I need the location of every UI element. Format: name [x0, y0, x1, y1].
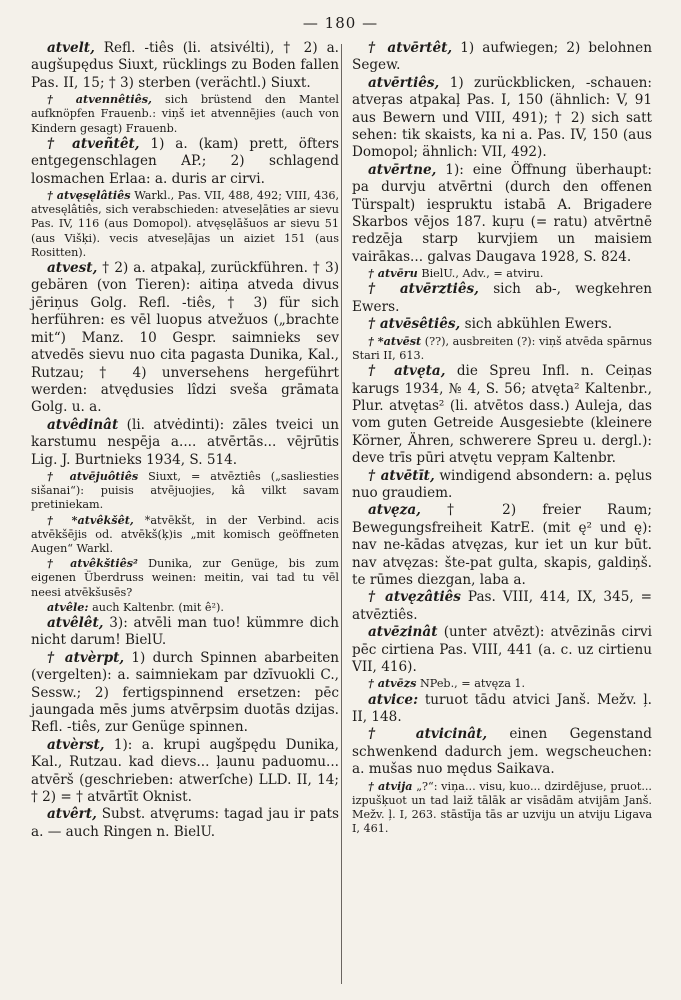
entry-text: Dunika, zur Genüge, bis zum eigenen Überdruss weinen: meitin, vai tad tu vēl neesi atvēkšusēs? — [31, 557, 339, 599]
dictionary-entry — [31, 136, 339, 188]
entry-text: „?“: viņa... visu, kuo... dzirdējuse, pruot... izpušķuot un tad laiž tālāk ar visādām atvijām Janš. Mežv. ļ. I, 263. stāstīja tās ar uzviju un atviju Ligava I, 461. — [352, 779, 652, 836]
entry-text: Siuxt, = atvēztiês („sasliesties sišanai“): puisis atvējuojies, kâ vilkt savam pretiniekam. — [31, 469, 339, 512]
entry-headword: atvęza, — [368, 502, 421, 519]
dictionary-entry — [352, 316, 652, 333]
entry-headword: † atvija — [368, 778, 413, 793]
entry-headword: † atvęzâtiês — [368, 589, 461, 606]
dictionary-entry — [352, 726, 652, 778]
dictionary-entry — [31, 92, 339, 136]
entry-headword: atvice: — [368, 691, 419, 708]
column-divider — [341, 44, 342, 984]
entry-headword: † atvērztiês, — [368, 281, 479, 298]
entry-text: windigend absondern: a. pęlus nuo graudiem. — [352, 467, 652, 501]
dictionary-entry — [31, 806, 339, 841]
entry-headword: atvēzinât — [368, 624, 438, 641]
entry-headword: atvest, — [47, 260, 98, 277]
dictionary-entry — [31, 417, 339, 469]
dictionary-entry — [31, 260, 339, 417]
entry-text: auch Kaltenbr. (mit ê²). — [92, 600, 224, 614]
entry-text: Subst. atvęrums: tagad jau ir pats a. — auch Ringen n. BielU. — [31, 806, 339, 840]
page-number: — 180 — — [302, 14, 379, 32]
dictionary-entry — [31, 650, 339, 737]
entry-text: sich abkühlen Ewers. — [464, 316, 613, 333]
entry-headword: † atvęsęlâtiês — [47, 188, 131, 203]
dictionary-entry — [352, 624, 652, 676]
entry-headword: † *atvēst — [368, 333, 422, 348]
dictionary-entry — [352, 334, 652, 363]
entry-text: einen Gegenstand schwenkend dadurch jem. wegscheuchen: a. mušas nuo mędus Saikava. — [352, 726, 652, 778]
entry-headword: † *atvêkšêt, — [47, 512, 134, 527]
dictionary-entry — [31, 615, 339, 650]
entry-headword: † atveñtêt, — [47, 135, 140, 152]
entry-text: BielU., Adv., = atviru. — [421, 267, 544, 281]
dictionary-entry — [352, 363, 652, 467]
entry-text: *atvēkšt, in der Verbind. acis atvēkšējis od. atvēkš(ķ)is „mit komisch geöffneten Augen“ Warkl. — [31, 513, 339, 555]
entry-text: 1): eine Öffnung überhaupt: pa durvju atvērtni (durch den offenen Türspalt) iespruktu istabā A. Brigadere Skarbos vējos 187. kuŗu (= ratu) atvērtnē redzēja starp kurvjiem un maisiem vairākas... galvas Daugava 1928, S. 824. — [352, 161, 652, 265]
entry-headword: † atvęta, — [368, 363, 446, 380]
dictionary-entry — [352, 281, 652, 316]
dictionary-entry — [352, 676, 652, 691]
entry-headword: atvērtiês, — [368, 74, 440, 91]
entry-text: 1): a. krupi augšpędu Dunika, Kal., Rutzau. kad dievs... ļaunu paduomu... atvērš (geschrieben: atwerſche) LLD. II, 14; † 2) = † atvārtīt Oknist. — [31, 736, 339, 806]
dictionary-entry — [352, 692, 652, 727]
right-column — [352, 40, 652, 836]
dictionary-entry — [31, 40, 339, 92]
entry-text: die Spreu Infl. n. Ceiņas karugs 1934, № 4, S. 56; atvęta² Kaltenbr., Plur. atvętas² (li. atvētos dass.) Auleja, das vom guten Getreide Ausgesiebte (kleinere Körner, Ähren, schwerere Spreu u. dergl.): deve trīs pūri atvętu vepŗam Kaltenbr. — [352, 363, 652, 467]
dictionary-entry — [352, 779, 652, 837]
entry-text: 1) aufwiegen; 2) belohnen Segew. — [352, 40, 652, 74]
entry-text: (li. atvėdinti): zāles tveici un karstumu nespēja a.... atvērtās... vējrūtis Lig. J. Burtnieks 1934, S. 514. — [31, 416, 339, 468]
entry-headword: † atvēsêtiês, — [368, 316, 461, 333]
entry-text: † 2) a. atpakaļ, zurückführen. † 3) gebären (von Tieren): aitiņa atveda divus jēriņus Golg. Refl. -tiês, † 3) für sich herführen: es vēl luopus atvežuos („brachte mit“) Manz. 10 Gespr. saimnieks sev atvedēs sievu nuo cita pagasta Dunika, Kal., Rutzau; † 4) unversehens hergeführt werden: atvędusies lîdzi sveša grāmata Golg. u. a. — [31, 260, 339, 416]
entry-text: turuot tādu atvici Janš. Mežv. ļ. II, 148. — [352, 691, 652, 726]
entry-text: (unter atvēzt): atvēzinās cirvi pēc cirtiena Pas. VIII, 441 (a. c. uz cirtienu VII, 416). — [352, 624, 652, 676]
entry-headword: atvêrt, — [47, 806, 97, 823]
entry-text: NPeb., = atvęza 1. — [420, 677, 526, 691]
entry-headword: atvērtne, — [368, 161, 437, 178]
entry-text: sich ab-, wegkehren Ewers. — [352, 281, 652, 315]
entry-text: 1) durch Spinnen abarbeiten (vergelten): a. saimniekam par dzīvuokli C., Sessw.; 2) fertigspinnend ersetzen: pēc jaungada mēs jums atvērpsim duotās dzijas. Refl. -tiês, zur Genüge spinnen. — [31, 649, 339, 736]
dictionary-entry — [352, 40, 652, 75]
dictionary-entry — [352, 266, 652, 281]
dictionary-entry — [31, 600, 339, 615]
entry-headword: † atvêkštiês² — [47, 556, 138, 571]
entry-headword: † atvèrpt, — [47, 649, 125, 666]
entry-headword: atvèrst, — [47, 736, 105, 753]
dictionary-entry — [352, 75, 652, 162]
entry-text: 1) zurückblicken, -schauen: atveŗas atpakaļ Pas. I, 150 (ähnlich: V, 91 aus Bewern und VIII, 491); † 2) sich satt sehen: tik skaists, ka ni a. Pas. IV, 150 (aus Domopol; ähnlich: VII, 492). — [352, 74, 652, 161]
entry-text: sich brüstend den Mantel aufknöpfen Frauenb.: viņš iet atvennējies (auch von Kindern gesagt) Frauenb. — [31, 93, 339, 135]
entry-headword: † atvēru — [368, 266, 418, 281]
dictionary-entry — [31, 737, 339, 807]
entry-headword: † atvennêtiês, — [47, 92, 152, 107]
entry-text: Warkl., Pas. VII, 488, 492; VIII, 436, atvesęlâtiês, sich verabschieden: atveseļāties ar sievu Pas. IV, 116 (aus Domopol). atvęsęlāšuos ar sievu 51 (aus Višķi). vecis atveseļājas un aiziet 151 (aus Rositten). — [31, 189, 340, 259]
dictionary-entry — [31, 556, 339, 600]
dictionary-entry — [352, 589, 652, 624]
entry-text: 1) a. (kam) prett, öfters entgegenschlagen AP.; 2) schlagend losmachen Erlaa: a. duris ar cirvi. — [31, 135, 339, 187]
entry-headword: † atvicinât, — [368, 726, 488, 743]
entry-text: Pas. VIII, 414, IX, 345, = atvēztiês. — [352, 589, 653, 623]
dictionary-entry — [352, 162, 652, 266]
entry-headword: † atvējuôtiês — [47, 468, 139, 483]
entry-headword: † atvērtêt, — [368, 40, 453, 56]
entry-headword: † atvētīt, — [368, 467, 435, 484]
dictionary-entry — [31, 513, 339, 557]
entry-text: † 2) freier Raum; Bewegungsfreiheit KatrE. (mit ę² und ę): nav ne-kādas atvęzas, kur iet un kur būt. nav atvęzas: šte-pat gulta, skapis, galdiņš. te rūmes diezgan, laba a. — [352, 502, 652, 588]
entry-headword: atvelt, — [47, 40, 95, 56]
entry-text: Refl. -tiês (li. atsivélti), † 2) a. augšupędus Siuxt, rücklings zu Boden fallen Pas. II, 15; † 3) sterben (verächtl.) Siuxt. — [31, 40, 339, 91]
left-column — [31, 40, 339, 841]
dictionary-entry — [352, 502, 652, 589]
dictionary-entry — [352, 468, 652, 503]
entry-headword: atvêdinât — [47, 416, 119, 433]
entry-headword: † atvēzs — [368, 676, 417, 691]
dictionary-entry — [31, 188, 339, 260]
dictionary-entry — [31, 469, 339, 513]
entry-text: (??), ausbreiten (?): viņš atvēda spārnus Stari II, 613. — [352, 334, 652, 362]
entry-text: 3): atvēli man tuo! kümmre dich nicht darum! BielU. — [31, 614, 339, 649]
entry-headword: atvêle: — [47, 599, 89, 614]
entry-headword: atvêlêt, — [47, 614, 104, 631]
